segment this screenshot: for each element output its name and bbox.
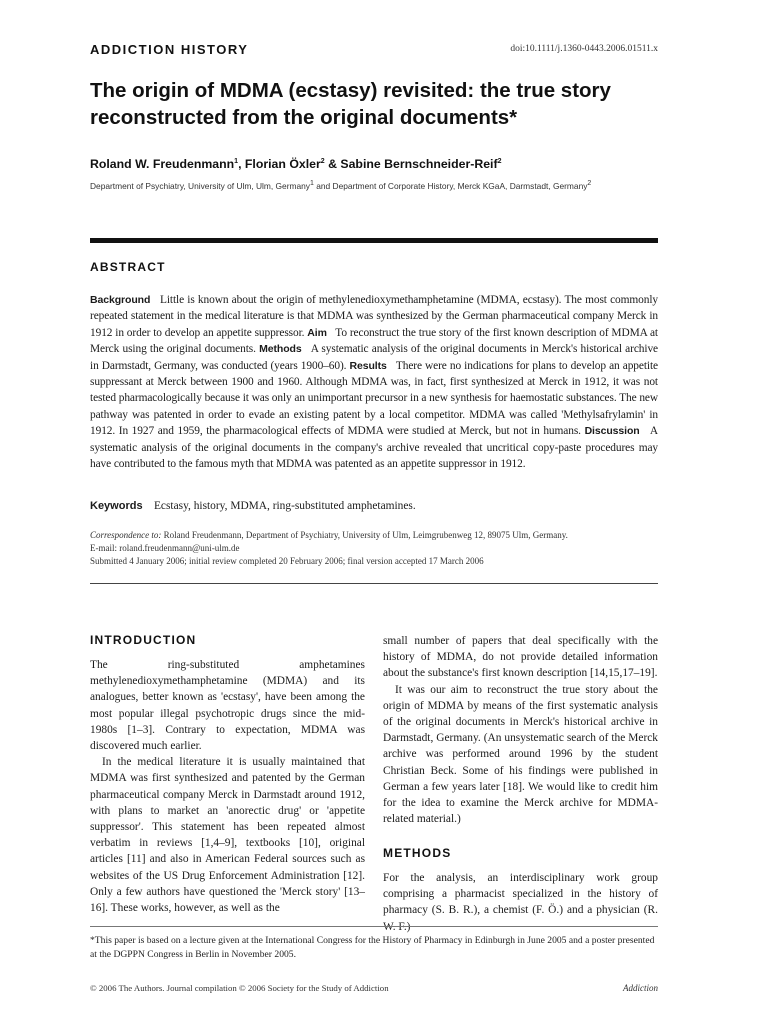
introduction-body: The ring-substituted amphetamines methylenedioxymethamphetamine (MDMA) and its analogues, better known as 'ecstasy', have been among the most popular illegal psychotropic drugs since the mid-1980s [1–3]. Contrary to expectation, MDMA was discovered much earlier. In the medical literature it is usually maintained that MDMA was first synthesized and patented by the German pharmaceutical company Merck in Darmstadt around 1912, with plans to market an 'anorectic drug' or 'appetite suppressor'. This statement has been repeated almost verbatim in reviews [1,4–9], textbooks [10], original articles [11] and also in American Federal sources such as websites of the US Drug Enforcement Administration [12]. Only a few authors have questioned the 'Merck story' [13–16]. These works, however, as well as the: [90, 659, 365, 915]
journal-name: Addiction: [623, 983, 658, 993]
methods-heading: METHODS: [383, 846, 452, 860]
abstract-label-discussion: Discussion: [584, 425, 640, 438]
abstract-label-results: Results: [349, 359, 387, 372]
abstract-rule: [90, 583, 658, 584]
abstract-body: Background Little is known about the origin of methylenedioxymethamphetamine (MDMA, ecstasy). The most commonly repeated statement in the medical literature is that MDMA was synthesized by the German pharmaceutical company Merck in 1912 in order to develop an appetite suppressor. Aim To reconstruct the true story of the first known description of MDMA at Merck using the original documents. Methods A systematic analysis of the original documents in Merck's historical archive in Darmstadt, Germany, was conducted (years 1900–60). Results There were no indications for plans to develop an appetite suppressant at Merck between 1900 and 1960. Although MDMA was, in fact, first synthesized at Merck in 1912, it was not tested pharmacologically because it was only an unimportant precursor in a new synthesis for haemostatic substances. The new pathway was patented in order to evade an existing patent by a local competitor. MDMA was called 'Methylsafrylamin' in 1912. In 1927 and 1959, the pharmacological effects of MDMA were studied at Merck, but not in humans. Discussion A systematic analysis of the original documents in the company's archive revealed that uncritical copy-paste procedures may have contributed to the famous myth that MDMA was patented as an appetite suppressor in 1912.: [90, 294, 659, 471]
author-name: Roland W. Freudenmann: [90, 157, 235, 171]
header-rule: [90, 238, 658, 243]
abstract-label-methods: Methods: [259, 343, 302, 356]
footnote-rule: [90, 926, 658, 927]
author-name: Florian Öxler: [244, 157, 321, 171]
abstract-label-background: Background: [90, 294, 151, 306]
abstract-heading: ABSTRACT: [90, 260, 166, 274]
methods-body: For the analysis, an interdisciplinary work group comprising a pharmacist specialized in the history of pharmacy (S. B. R.), a chemist (F. Ö.) and a physician (R.: [383, 872, 658, 917]
section-label: ADDICTION HISTORY: [90, 42, 249, 57]
footnote: *This paper is based on a lecture given at the International Congress for the History of Pharmacy in Edinburgh in June 2005 and a poster presented at the DGPPN Congress in Berlin in November 2005.: [90, 935, 655, 960]
correspondence: Correspondence to: Roland Freudenmann, Department of Psychiatry, University of Ulm, Leimgrubenweg 12, 89075 Ulm, Germany. E-mail: roland.freudenmann@uni-ulm.de Submitted 4 January 2006; initial review completed 20 February 2006; final version accepted 17 March 2006: [90, 529, 658, 567]
author-separator: &: [324, 157, 341, 171]
introduction-heading: INTRODUCTION: [90, 633, 197, 647]
doi[interactable]: doi:10.1111/j.1360-0443.2006.01511.x: [510, 44, 658, 54]
correspondence-email[interactable]: E-mail: roland.freudenmann@uni-ulm.de: [90, 542, 240, 553]
author-affiliation-mark: 2: [320, 157, 325, 165]
abstract-label-aim: Aim: [307, 326, 327, 339]
author-separator: ,: [238, 157, 245, 171]
affiliations: Department of Psychiatry, University of Ulm, Ulm, Germany$^1$ and Department of Corporate History, Merck KGaA, Darmstadt, Germany$^2$: [90, 180, 592, 191]
article-title: The origin of MDMA (ecstasy) revisited: the true story reconstructed from the original documents*: [90, 79, 611, 129]
copyright: © 2006 The Authors. Journal compilation © 2006 Society for the Study of Addiction: [90, 983, 389, 993]
author-list: [90, 157, 670, 171]
keywords: Keywords Ecstasy, history, MDMA, ring-substituted amphetamines.: [90, 500, 416, 512]
introduction-continued: small number of papers that deal specifically with the history of MDMA, do not provide detailed information about the substance's first known description [14,15,17–19]. It was our aim to reconstruct the true story about the origin of MDMA by means of the first systematic analysis of the original documents in Merck's historical archive in Darmstadt, Germany. (An unsystematic search of the Merck archive was performed around 1996 by the student Christian Beck. Some of his findings were published in German a few years later [18]. We would like to credit him for the idea to examine the Merck archive for MDMA-related material.): [383, 635, 658, 826]
author-affiliation-mark: 2: [497, 157, 502, 165]
author-name: Sabine Bernschneider-Reif: [340, 157, 498, 171]
author-affiliation-mark: 1: [234, 157, 239, 165]
keywords-label: Keywords: [90, 500, 143, 512]
